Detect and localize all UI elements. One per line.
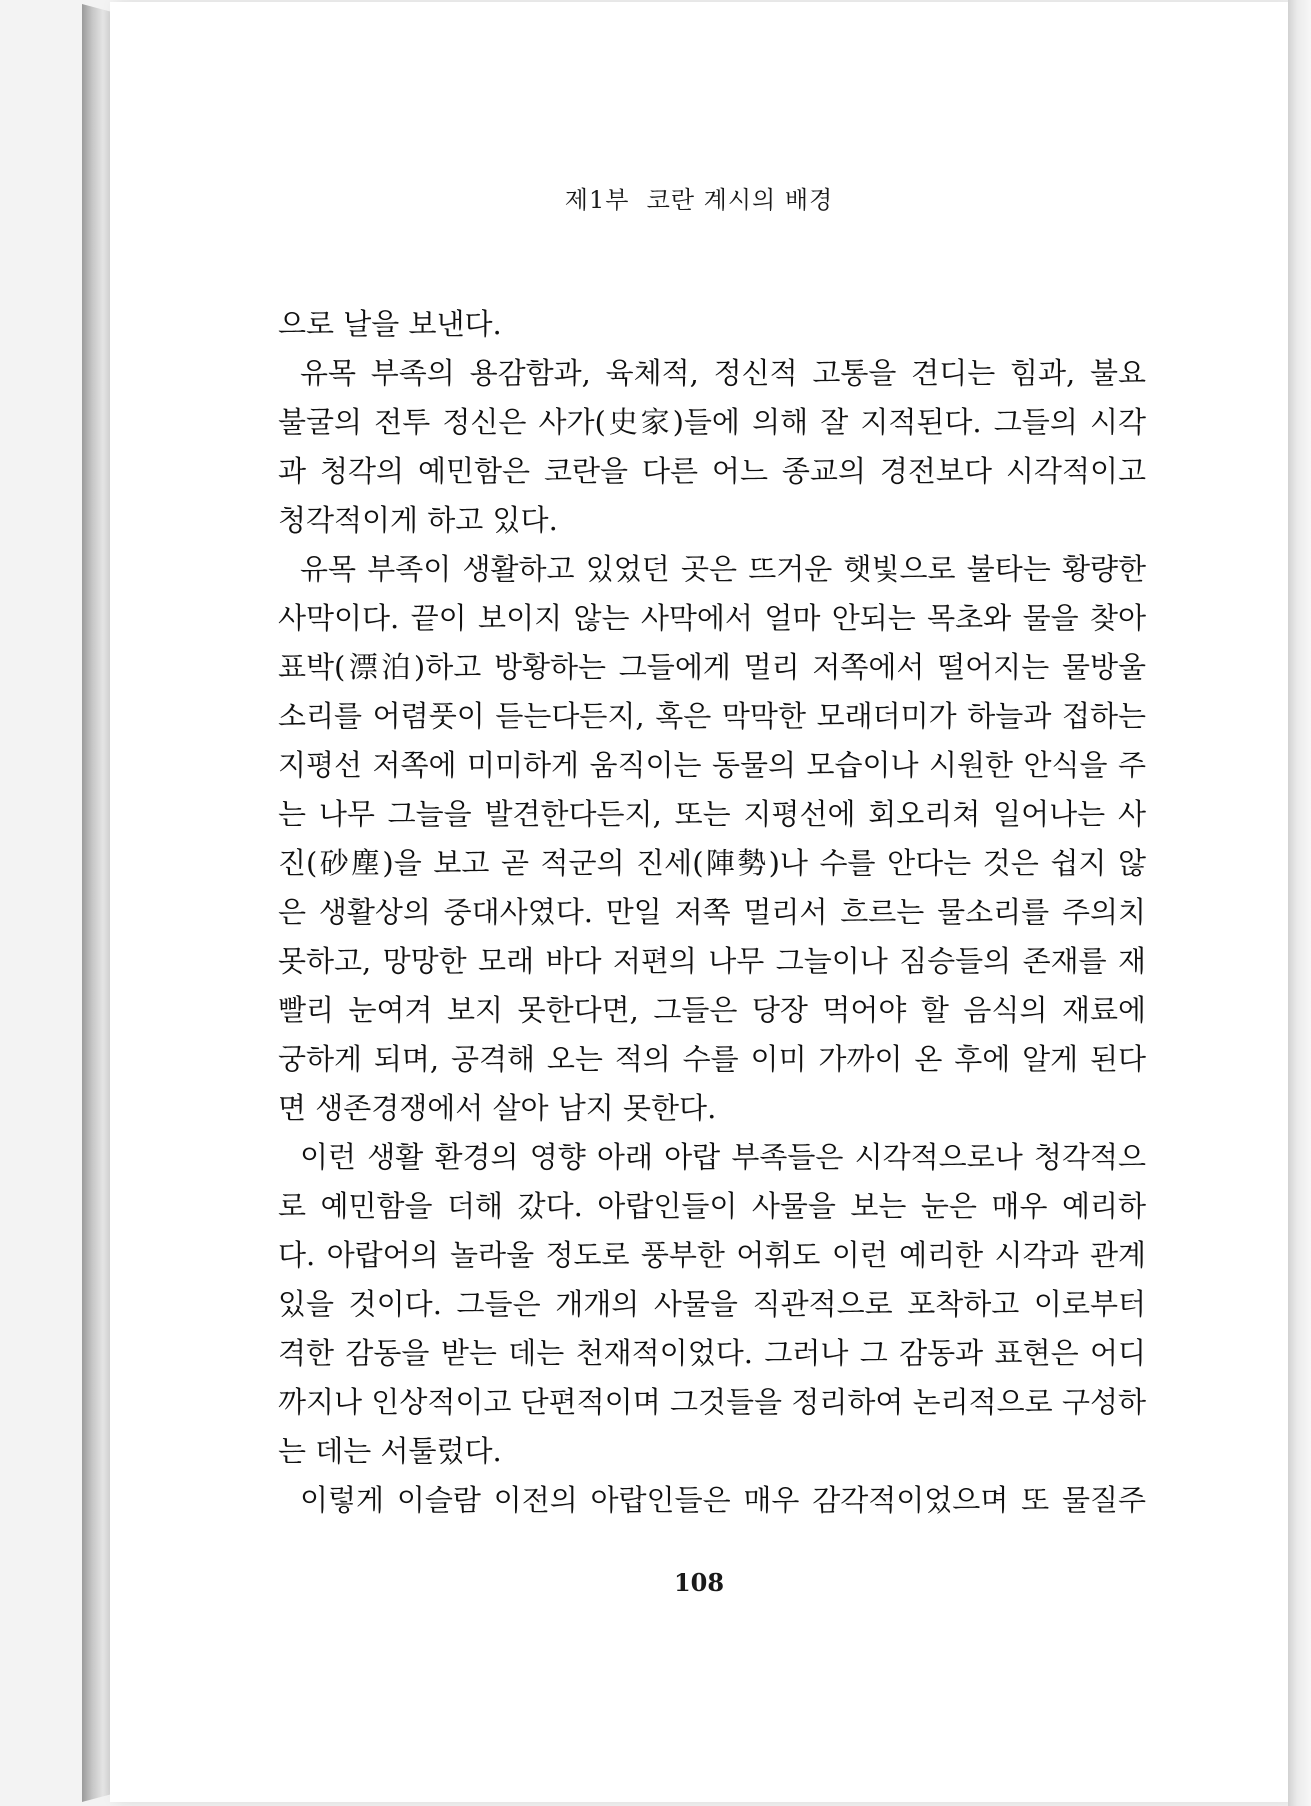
text-line: 지평선 저쪽에 미미하게 움직이는 동물의 모습이나 시원한 안식을 주 — [278, 748, 1146, 782]
text-line: 사막이다. 끝이 보이지 않는 사막에서 얼마 안되는 목초와 물을 찾아 — [278, 601, 1146, 635]
text-line: 는 데는 서툴렀다. — [278, 1434, 502, 1468]
running-header: 제1부 코란 계시의 배경 — [564, 186, 834, 214]
text-line: 격한 감동을 받는 데는 천재적이었다. 그러나 그 감동과 표현은 어디 — [278, 1336, 1146, 1370]
body-text — [278, 300, 1146, 1525]
text-line: 과 청각의 예민함은 코란을 다른 어느 종교의 경전보다 시각적이고 — [278, 454, 1146, 488]
text-line: 청각적이게 하고 있다. — [278, 503, 558, 537]
text-line: 소리를 어렴풋이 듣는다든지, 혹은 막막한 모래더미가 하늘과 접하는 — [278, 699, 1146, 733]
text-line: 은 생활상의 중대사였다. 만일 저쪽 멀리서 흐르는 물소리를 주의치 — [278, 895, 1146, 929]
book-left-edge — [82, 4, 112, 1802]
text-line: 다. 아랍어의 놀라울 정도로 풍부한 어휘도 이런 예리한 시각과 관계 — [278, 1238, 1146, 1272]
text-line: 면 생존경쟁에서 살아 남지 못한다. — [278, 1091, 717, 1125]
page-number: 108 — [673, 1568, 725, 1597]
text-line: 까지나 인상적이고 단편적이며 그것들을 정리하여 논리적으로 구성하 — [278, 1385, 1146, 1419]
text-line: 표박(漂泊)하고 방황하는 그들에게 멀리 저쪽에서 떨어지는 물방울 — [278, 650, 1146, 684]
text-line: 이런 생활 환경의 영향 아래 아랍 부족들은 시각적으로나 청각적으 — [300, 1140, 1146, 1174]
text-line: 으로 날을 보낸다. — [278, 307, 502, 341]
text-line: 궁하게 되며, 공격해 오는 적의 수를 이미 가까이 온 후에 알게 된다 — [278, 1042, 1146, 1076]
text-line: 못하고, 망망한 모래 바다 저편의 나무 그늘이나 짐승들의 존재를 재 — [278, 944, 1146, 978]
text-line: 유목 부족의 용감함과, 육체적, 정신적 고통을 견디는 힘과, 불요 — [300, 356, 1146, 390]
page-right-shadow — [1288, 0, 1311, 1806]
text-line: 빨리 눈여겨 보지 못한다면, 그들은 당장 먹어야 할 음식의 재료에 — [278, 993, 1146, 1027]
text-line: 유목 부족이 생활하고 있었던 곳은 뜨거운 햇빛으로 불타는 황량한 — [300, 552, 1146, 586]
text-line: 는 나무 그늘을 발견한다든지, 또는 지평선에 회오리쳐 일어나는 사 — [278, 797, 1146, 831]
text-line: 있을 것이다. 그들은 개개의 사물을 직관적으로 포착하고 이로부터 — [278, 1287, 1146, 1321]
text-line: 이렇게 이슬람 이전의 아랍인들은 매우 감각적이었으며 또 물질주 — [300, 1483, 1146, 1517]
text-line: 진(砂塵)을 보고 곧 적군의 진세(陣勢)나 수를 안다는 것은 쉽지 않 — [278, 846, 1146, 880]
text-line: 로 예민함을 더해 갔다. 아랍인들이 사물을 보는 눈은 매우 예리하 — [278, 1189, 1146, 1223]
text-line: 불굴의 전투 정신은 사가(史家)들에 의해 잘 지적된다. 그들의 시각 — [278, 405, 1146, 439]
